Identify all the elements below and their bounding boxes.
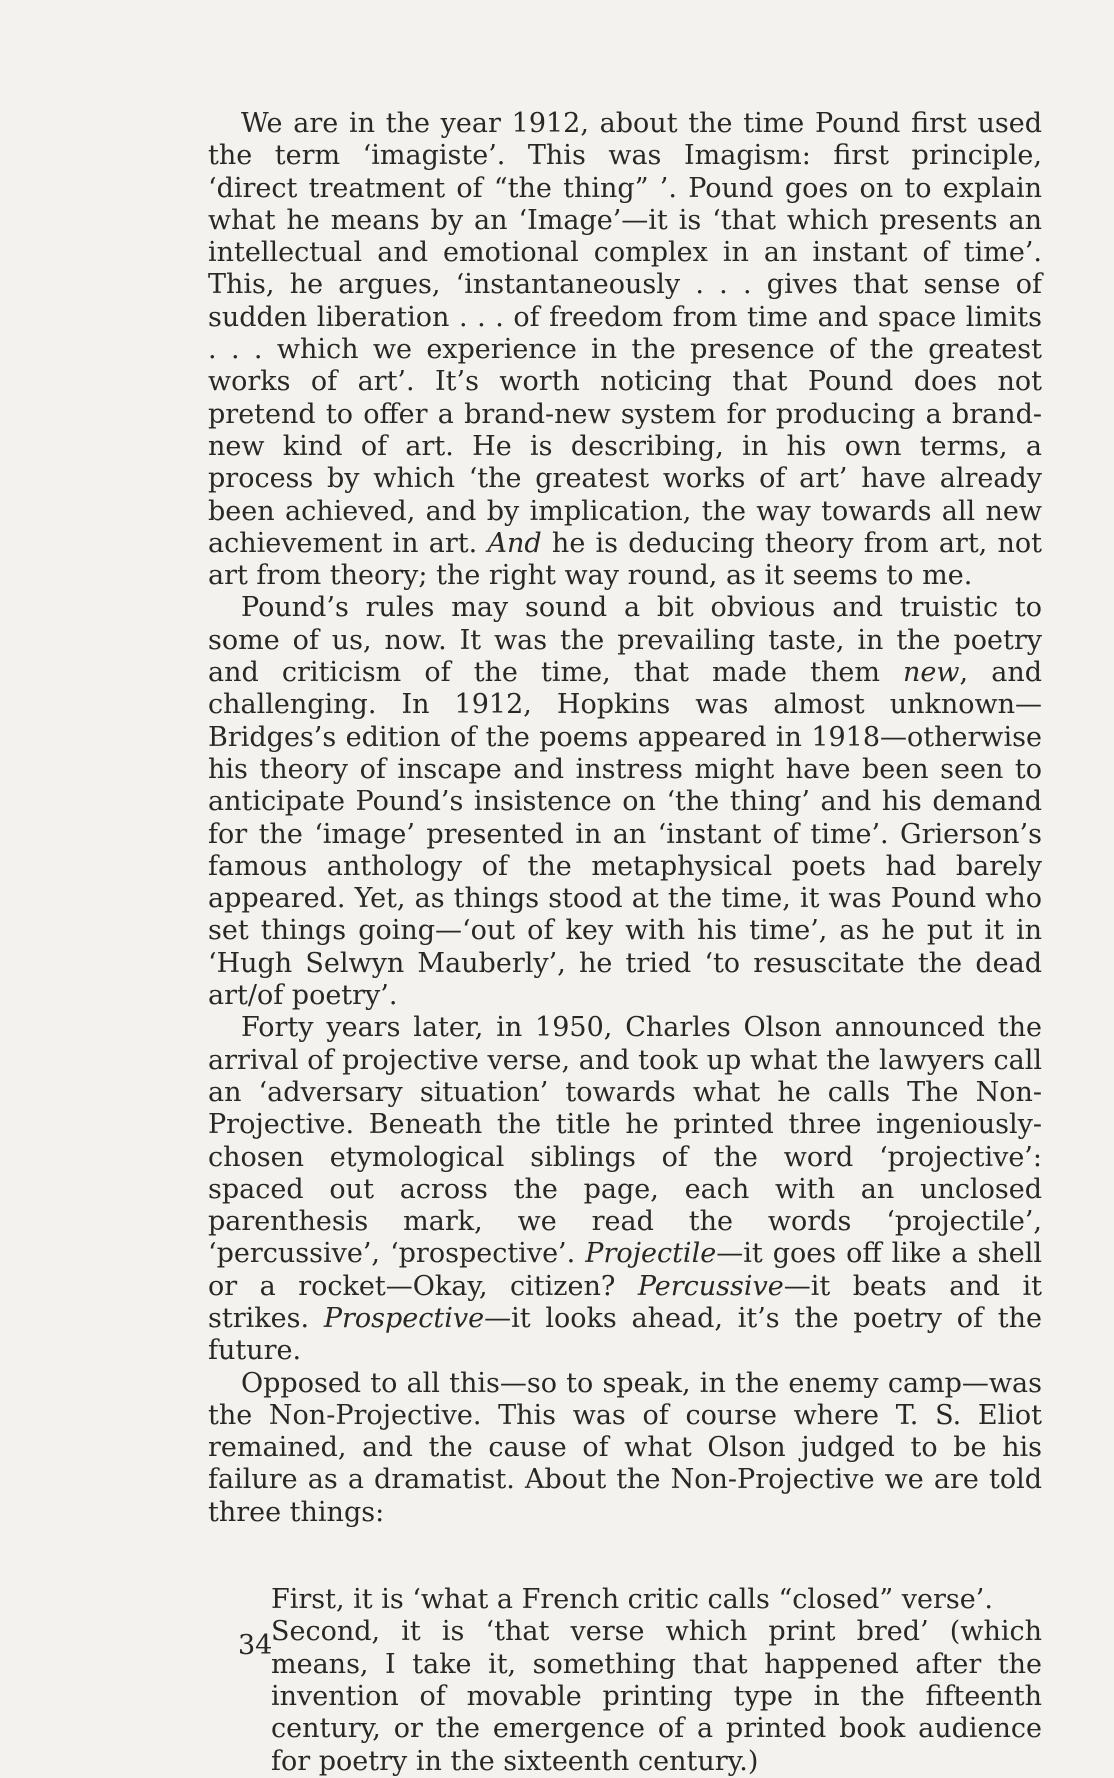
paragraph-2-text-b: , and challenging. In 1912, Hopkins was almost unknown—Bridges’s edition of the poems appeared in 1918—otherwise his theory of inscape and instress might have been seen to anticipate Pound’s insistence on ‘the thing’ and his demand for the ‘image’ presented in an ‘instant of time’. Grierson’s famous anthology of the metaphysical poets had barely appeared. Yet, as things stood at the time, it was Pound who set things going—‘out of key with his time’, as he put it in ‘Hugh Selwyn Mauberly’, he tried ‘to resuscitate the dead art/of poetry’.: [208, 657, 1042, 1012]
page-number: 34: [238, 1630, 273, 1661]
paragraph-4-text: Opposed to all this—so to speak, in the enemy camp—was the Non-Projective. This was of course where T. S. Eliot remained, and the cause of what Olson judged to be his failure as a dramatist. About the Non-Projective we are told three things:: [208, 1367, 1042, 1528]
block-quote: [271, 1584, 1042, 1778]
paragraph-3-italic-projectile: Projectile: [585, 1238, 717, 1270]
quote-item-second: Second, it is ‘that verse which print bred’ (which means, I take it, something that happened after the invention of movable printing type in the fifteenth century, or the emergence of a printed book audience for poetry in the sixteenth century.): [271, 1616, 1042, 1777]
page-body: [208, 108, 1042, 1778]
paragraph-2-italic-new: new: [903, 657, 960, 689]
paragraph-3-text-a: Forty years later, in 1950, Charles Olson announced the arrival of projective verse, and took up what the lawyers call an ‘adversary situation’ towards what he calls The Non-Projective. Beneath the title he printed three ingeniously-chosen etymological siblings of the word ‘projective’: spaced out across the page, each with an unclosed parenthesis mark, we read the words ‘projectile’, ‘percussive’, ‘prospective’.: [208, 1012, 1042, 1270]
paragraph-3-text-b: —it goes off like a shell or a rocket—Okay, citizen?: [208, 1238, 1042, 1302]
paragraph-3-text-c: —it beats and it strikes.: [208, 1270, 1042, 1334]
paragraph-3-italic-prospective: Prospective: [323, 1302, 485, 1334]
section-gap: [208, 1529, 1042, 1584]
paragraph-3-text-d: —it looks ahead, it’s the poetry of the future.: [208, 1302, 1042, 1367]
paragraph-2-text-a: Pound’s rules may sound a bit obvious and truistic to some of us, now. It was the prevailing taste, in the poetry and criticism of the time, that made them: [208, 592, 1042, 689]
quote-item-first: First, it is ‘what a French critic calls “closed” verse’.: [271, 1584, 993, 1616]
paragraph-2: [208, 592, 1042, 1012]
paragraph-1-text-b: he is deducing theory from art, not art from theory; the right way round, as it seems to me.: [208, 527, 1042, 592]
paragraph-4: [208, 1368, 1042, 1529]
paragraph-1-italic-and: And: [487, 527, 542, 559]
paragraph-3-italic-percussive: Percussive: [637, 1270, 784, 1302]
paragraph-3: [208, 1012, 1042, 1367]
paragraph-1-text-a: We are in the year 1912, about the time Pound first used the term ‘imagiste’. This was Imagism: first principle, ‘direct treatment of “the thing” ’. Pound goes on to explain what he means by an ‘Image’—it is ‘that which presents an intellectual and emotional complex in an instant of time’. This, he argues, ‘instantaneously . . . gives that sense of sudden liberation . . . of freedom from time and space limits . . . which we experience in the presence of the greatest works of art’. It’s worth noticing that Pound does not pretend to offer a brand-new system for producing a brand-new kind of art. He is describing, in his own terms, a process by which ‘the greatest works of art’ have already been achieved, and by implication, the way towards all new achievement in art.: [208, 108, 1042, 559]
paragraph-1: [208, 108, 1042, 592]
